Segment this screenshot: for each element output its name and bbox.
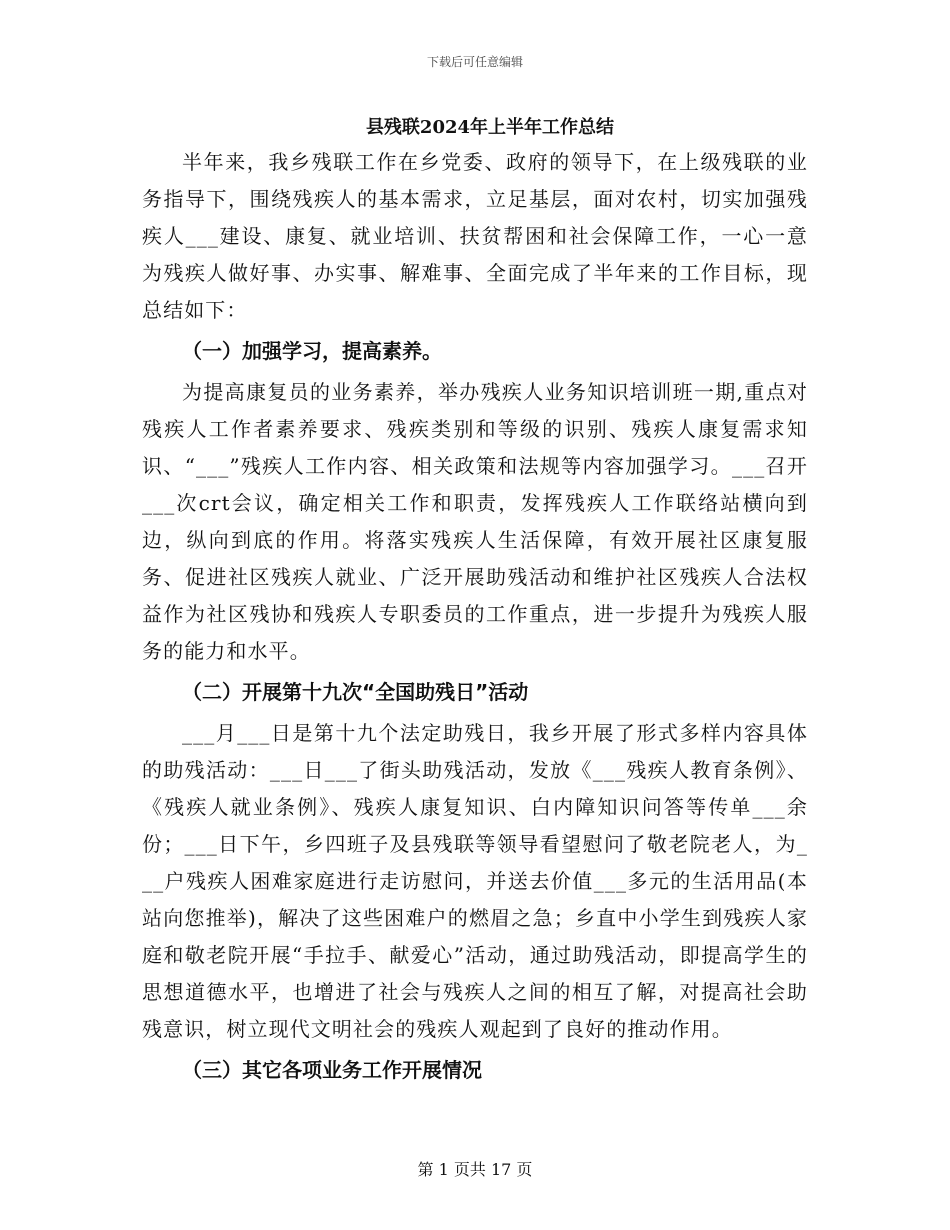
section-heading-2: （二）开展第十九次“全国助残日”活动 xyxy=(182,680,529,704)
section-body-2: ___月___日是第十九个法定助残日，我乡开展了形式多样内容具体的助残活动：___日___了街头助残活动，发放《___残疾人教育条例》、《残疾人就业条例》、残疾人康复知识、白内障知识问答等传单___余份；___日下午，乡四班子及县残联等领导看望慰问了敬老院老人，为___户残疾人困难家庭进行走访慰问，并送去价值___多元的生活用品(本站向您推举)，解决了这些困难户的燃眉之急；乡直中小学生到残疾人家庭和敬老院开展“手拉手、献爱心”活动，通过助残活动，即提高学生的思想道德水平，也增进了社会与残疾人之间的相互了解，对提高社会助残意识，树立现代文明社会的残疾人观起到了良好的推动作用。 xyxy=(142,721,808,1041)
intro-paragraph: 半年来，我乡残联工作在乡党委、政府的领导下，在上级残联的业务指导下，围绕残疾人的基本需求，立足基层，面对农村，切实加强残疾人___建设、康复、就业培训、扶贫帮困和社会保障工作，一心一意为残疾人做好事、办实事、解难事、全面完成了半年来的工作目标，现总结如下： xyxy=(142,150,808,322)
page-number: 第 1 页共 17 页 xyxy=(417,1160,533,1179)
section-heading-1: （一）加强学习，提高素养。 xyxy=(182,339,442,363)
document-title: 县残联2024年上半年工作总结 xyxy=(365,117,615,138)
document-body xyxy=(142,112,808,1093)
page-header-note: 下载后可任意编辑 xyxy=(426,55,523,69)
section-body-1: 为提高康复员的业务素养，举办残疾人业务知识培训班一期,重点对残疾人工作者素养要求、残疾类别和等级的识别、残疾人康复需求知识、“___”残疾人工作内容、相关政策和法规等内容加强学习。___召开___次crt会议，确定相关工作和职责，发挥残疾人工作联络站横向到边，纵向到底的作用。将落实残疾人生活保障，有效开展社区康复服务、促进社区残疾人就业、广泛开展助残活动和维护社区残疾人合法权益作为社区残协和残疾人专职委员的工作重点，进一步提升为残疾人服务的能力和水平。 xyxy=(142,380,808,663)
section-heading-3: （三）其它各项业务工作开展情况 xyxy=(182,1058,482,1082)
